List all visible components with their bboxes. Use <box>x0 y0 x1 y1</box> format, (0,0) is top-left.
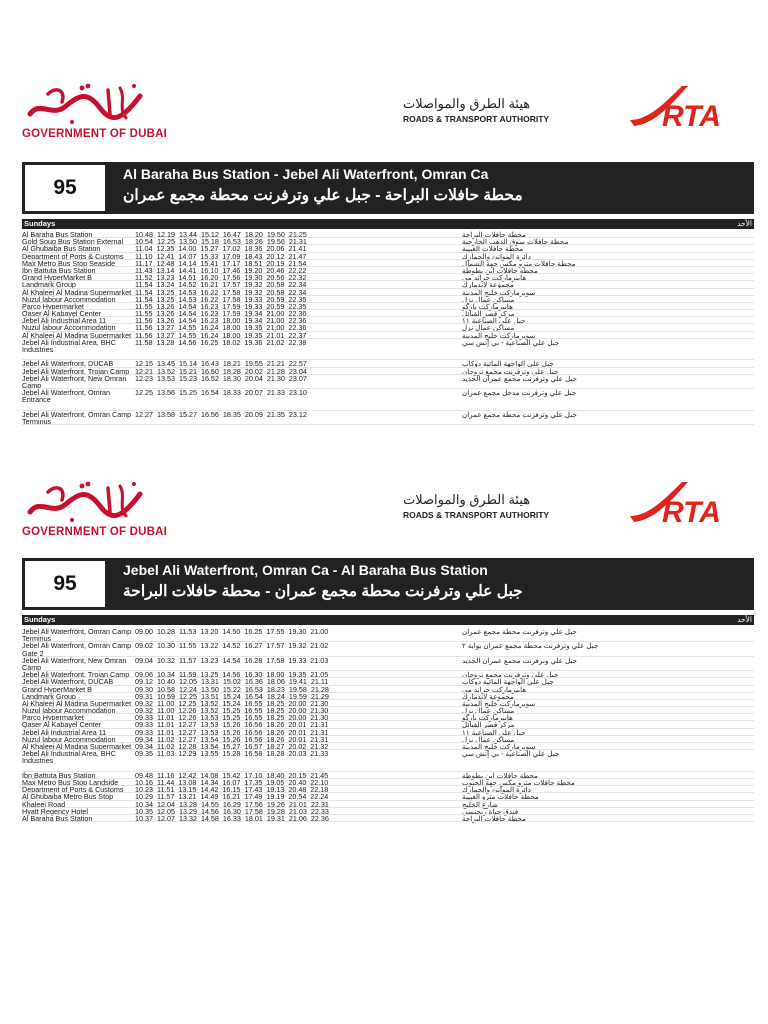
departure-times: 11.56 13.27 14.55 16.24 18.00 19.35 21.01 22.37 <box>135 330 307 340</box>
day-label-en: Sundays <box>24 219 56 228</box>
rta-logo <box>628 476 754 528</box>
table-row <box>22 686 754 693</box>
table-row <box>22 772 754 779</box>
dubai-calligraphy-icon <box>22 80 152 126</box>
stop-name: Al Khaleej Al Madina Supermarket <box>22 330 132 340</box>
stop-name: Nuzul labour Accommodation <box>22 294 116 304</box>
stop-name-arabic: جبل علي وترفرنت مدخل مجمع عمران <box>462 388 577 398</box>
departure-times: 09.31 10.59 12.25 13.51 15.24 16.54 18.24 19.59 21.29 <box>135 691 329 701</box>
stop-name-arabic: هايبرماركت باركو <box>462 301 513 311</box>
table-row <box>22 289 754 296</box>
departure-times: 09.00 10.28 11.53 13.20 14.50 16.25 17.55 19.30 21.00 <box>135 627 329 636</box>
departure-times: 12.25 13.56 15.25 16.54 18.33 20.07 21.33 23.10 <box>135 388 307 398</box>
day-bar <box>22 219 754 229</box>
stop-name: Jebel Ali Waterfront, New Omran Camp <box>22 655 127 672</box>
table-row <box>22 245 754 252</box>
departure-times: 11.54 13.25 14.53 16.22 17.58 19.33 20.59 22.35 <box>135 294 307 304</box>
stop-name: Qaser Al Kabayel Center <box>22 720 102 730</box>
stop-name: Grand HyperMarket B <box>22 684 92 694</box>
stop-name-arabic: مساكن عمال نزل <box>462 734 515 744</box>
stop-name: Khaleej Road <box>22 799 66 809</box>
table-row <box>22 815 754 822</box>
stop-name: Jebel Ali Industrial Area 11 <box>22 316 107 326</box>
stop-name: Gold Souq Bus Station External <box>22 237 124 247</box>
table-row <box>22 736 754 743</box>
stop-name: Jebel Ali Industrial Area, BHC Industries <box>22 749 116 766</box>
timetable-rows <box>22 231 754 425</box>
stop-name-arabic: سوبرماركت خليج المدينة <box>462 698 536 708</box>
stop-name-arabic: مجموعة لاندمارك <box>462 691 514 701</box>
departure-times: 11.17 12.48 14.14 15.41 17.17 18.51 20.19 21.54 <box>135 258 307 268</box>
stop-name: Jebel Ali Waterfront, New Omran Camp <box>22 373 127 390</box>
stop-name: Max Metro Bus Stop Seaside <box>22 258 116 268</box>
stop-name-arabic: دائرة الموانئ والجمارك <box>462 251 532 261</box>
stop-name: Ibn Battuta Bus Station <box>22 770 96 780</box>
stop-name: Hyatt Regency Hotel <box>22 806 88 816</box>
route-header <box>22 558 754 610</box>
stop-name-arabic: فندق حياة ريجنسي <box>462 806 519 816</box>
stop-name: Al Khaleej Al Madina Supermarket <box>22 742 132 752</box>
stop-name: Jebel Ali Waterfront, DUCAB <box>22 677 114 687</box>
departure-times: 09.12 10.40 12.05 13.31 15.02 16.36 18.06 19.41 21.11 <box>135 677 329 687</box>
departure-times: 12.27 13.58 15.27 16.56 18.35 20.09 21.35 23.12 <box>135 409 307 419</box>
stop-name: Jebel Ali Waterfront, Omran Camp Terminus <box>22 627 132 644</box>
row-divider <box>22 424 754 425</box>
stop-name-arabic: جبل علي وترفرنت محطة مجمع عمران <box>462 409 577 419</box>
route-title-ar: جبل علي وترفرنت محطة مجمع عمران - محطة حافلات البراحة <box>123 583 523 600</box>
stop-name-arabic: جبل علي الواجهة المائية دوكاب <box>462 677 554 687</box>
departure-times: 10.29 11.57 13.21 14.49 16.21 17.49 19.19 20.54 22.24 <box>135 792 329 802</box>
stop-name: Landmark Group <box>22 691 76 701</box>
table-row <box>22 317 754 324</box>
stop-name: Al Baraha Bus Station <box>22 230 93 239</box>
stop-name-arabic: سوبرماركت خليج المدينة <box>462 330 536 340</box>
table-row <box>22 267 754 274</box>
stop-name-arabic: جبل علي وترفرنت مجمع تروجان <box>462 366 559 376</box>
stop-name-arabic: محطة حافلات مترو مكس جهة الشمال <box>462 258 576 268</box>
day-label-ar: الأحد <box>737 615 752 624</box>
table-row <box>22 389 754 411</box>
stop-name-arabic: جبل علي الصناعية - بي إتش سي <box>462 337 560 347</box>
table-row <box>22 714 754 721</box>
stop-name: Jebel Ali Waterfront, Omran Camp Gate 2 <box>22 641 132 658</box>
government-of-dubai-logo <box>22 478 167 538</box>
departure-times: 12.23 13.53 15.23 16.52 18.30 20.04 21.30 23.07 <box>135 373 307 383</box>
stop-name-arabic: جبل علي الصناعية ١١ <box>462 316 526 326</box>
stop-name-arabic: جبل علي وترفرنت مجمع عمران الجديد <box>462 655 578 665</box>
stop-name-arabic: جبل علي وترفرنت محطة مجمع عمران <box>462 627 577 636</box>
table-row <box>22 332 754 339</box>
stop-name-arabic: جبل علي وترفرنت مجمع تروجان <box>462 670 559 680</box>
stop-name: Al Ghubaiba Bus Station <box>22 244 101 254</box>
departure-times: 11.10 12.41 14.07 15.33 17.09 18.43 20.12 21.47 <box>135 251 307 261</box>
table-row <box>22 721 754 728</box>
table-row <box>22 628 754 642</box>
table-row <box>22 375 754 389</box>
stop-name: Max Metro Bus Stop Landside <box>22 778 119 788</box>
dubai-calligraphy-icon <box>22 478 152 524</box>
stop-name-arabic: سوبرماركت خليج المدينة <box>462 287 536 297</box>
table-row <box>22 693 754 700</box>
stop-name: Qaser Al Kabayel Center <box>22 309 102 319</box>
departure-times: 11.52 13.23 14.51 16.20 17.56 19.30 20.56 22.32 <box>135 273 307 283</box>
stop-name-arabic: محطة حافلات البراحة <box>462 813 526 823</box>
stop-name-arabic: دائرة الموانئ والجمارك <box>462 785 532 795</box>
table-row <box>22 642 754 656</box>
stop-name-arabic: محطة حافلات مترو الغبيبة <box>462 792 539 802</box>
departure-times: 10.37 12.07 13.32 14.58 16.33 18.01 19.31 21.06 22.36 <box>135 813 329 823</box>
stop-name-arabic: شارع الخليج <box>462 799 498 809</box>
stop-name: Al Khaleej Al Madina Supermarket <box>22 287 132 297</box>
departure-times: 11.58 13.28 14.56 16.25 18.02 19.36 21.02 22.38 <box>135 337 307 347</box>
table-row <box>22 303 754 310</box>
table-row <box>22 743 754 750</box>
stop-name: Jebel Ali Industrial Area 11 <box>22 727 107 737</box>
route-number: 95 <box>25 165 105 211</box>
rta-logo-text: RTA <box>662 100 721 132</box>
departure-times: 12.15 13.45 15.14 16.43 18.21 19.55 21.21 22.57 <box>135 359 307 369</box>
departure-times: 11.43 13.14 14.41 16.10 17.46 19.20 20.46 22.22 <box>135 265 307 275</box>
stop-name-arabic: مساكن عمال نزل <box>462 294 515 304</box>
stop-name: Al Khaleej Al Madina Supermarket <box>22 698 132 708</box>
stop-name-arabic: مركز قصر القبائل <box>462 720 515 730</box>
departure-times: 11.55 13.26 14.54 16.23 17.59 19.34 21.00 22.36 <box>135 309 307 319</box>
table-row <box>22 238 754 245</box>
government-of-dubai-text: GOVERNMENT OF DUBAI <box>22 128 167 140</box>
stop-name-arabic: محطة حافلات سوق الذهب الخارجية <box>462 237 569 247</box>
stop-name: Jebel Ali Waterfront, Omran Entrance <box>22 388 111 405</box>
table-row <box>22 253 754 260</box>
stop-name-arabic: جبل علي الواجهة المائية دوكاب <box>462 359 554 369</box>
stop-name-arabic: محطة حافلات البراحة <box>462 230 526 239</box>
stop-name: Ibn Battuta Bus Station <box>22 265 96 275</box>
rta-english-name: ROADS & TRANSPORT AUTHORITY <box>403 114 550 124</box>
stop-name-arabic: محطة حافلات ابن بطوطة <box>462 265 539 275</box>
departure-times: 12.21 13.52 15.21 16.50 18.28 20.02 21.28 23.04 <box>135 366 307 376</box>
stop-name-arabic: جبل علي وترفرنت مجمع عمران الجديد <box>462 373 578 383</box>
departure-times: 09.33 11.01 12.26 13.53 15.25 16.55 18.25 20.00 21.30 <box>135 713 329 723</box>
stop-name-arabic: محطة حافلات ابن بطوطة <box>462 770 539 780</box>
table-row <box>22 339 754 361</box>
stop-name: Department of Ports & Customs <box>22 785 124 795</box>
stop-name-arabic: مركز قصر القبائل <box>462 309 515 319</box>
stop-name: Landmark Group <box>22 280 76 290</box>
rta-english-name: ROADS & TRANSPORT AUTHORITY <box>403 510 550 520</box>
stop-name-arabic: هايبرماركت جراند مي <box>462 684 527 694</box>
stop-name: Jebel Ali Waterfront, DUCAB <box>22 359 114 369</box>
departure-times: 09.30 10.58 12.24 13.50 15.22 16.53 18.23 19.58 21.28 <box>135 684 329 694</box>
rta-logo <box>628 80 754 132</box>
stop-name-arabic: جبل علي الصناعية - بي إتش سي <box>462 749 560 759</box>
stop-name-arabic: محطة حافلات مترو مكس جهة الجنوب <box>462 778 575 788</box>
table-row <box>22 678 754 685</box>
stop-name: Nuzul labour Accommodation <box>22 734 116 744</box>
stop-name-arabic: سوبرماركت خليج المدينة <box>462 742 536 752</box>
stop-name: Parco Hypermarket <box>22 713 84 723</box>
departure-times: 10.35 12.05 13.29 14.56 16.30 17.58 19.28 21.03 22.33 <box>135 806 329 816</box>
table-row <box>22 779 754 786</box>
departure-times: 10.23 11.51 13.15 14.42 16.15 17.43 19.13 20.48 22.18 <box>135 785 329 795</box>
day-label-en: Sundays <box>24 615 56 624</box>
day-bar <box>22 615 754 625</box>
table-row <box>22 729 754 736</box>
rta-arabic-name: هيئة الطرق والمواصلات <box>403 96 531 111</box>
table-row <box>22 368 754 375</box>
table-row <box>22 750 754 772</box>
table-row <box>22 360 754 367</box>
stop-name-arabic: جبل علي وترفرنت محطة مجمع عمران بوابة ٢ <box>462 641 599 651</box>
table-row <box>22 310 754 317</box>
stop-name-arabic: جبل علي الصناعية ١١ <box>462 727 526 737</box>
table-row <box>22 786 754 793</box>
departure-times: 09.34 11.02 12.28 13.54 15.27 16.57 18.27 20.02 21.32 <box>135 742 329 752</box>
departure-times: 11.56 13.27 14.55 16.24 18.00 19.35 21.00 22.36 <box>135 323 307 333</box>
timetable-rows <box>22 628 754 822</box>
stop-name-arabic: محطة حافلات الغبيبة <box>462 244 524 254</box>
route-number: 95 <box>25 561 105 607</box>
departure-times: 10.48 12.19 13.44 15.12 16.47 18.20 19.50 21.25 <box>135 230 307 239</box>
departure-times: 10.16 11.44 13.08 14.34 16.07 17.35 19.05 20.40 22.10 <box>135 778 329 788</box>
departure-times: 09.32 11.00 12.26 13.52 15.25 16.55 18.25 20.00 21.30 <box>135 706 329 716</box>
table-row <box>22 296 754 303</box>
rta-logo-text: RTA <box>662 496 721 528</box>
stop-name-arabic: هايبرماركت باركو <box>462 713 513 723</box>
departure-times: 11.54 13.25 14.53 16.22 17.58 19.32 20.58 22.34 <box>135 287 307 297</box>
stop-name-arabic: هايبرماركت جراند مي <box>462 273 527 283</box>
table-row <box>22 324 754 331</box>
table-row <box>22 231 754 238</box>
table-row <box>22 700 754 707</box>
table-row <box>22 411 754 425</box>
departure-times: 11.56 13.26 14.54 16.23 18.00 19.34 21.00 22.36 <box>135 316 307 326</box>
departure-times: 11.04 12.35 14.00 15.27 17.02 18.36 20.06 21.41 <box>135 244 307 254</box>
table-row <box>22 801 754 808</box>
table-row <box>22 671 754 678</box>
row-divider <box>22 821 754 822</box>
route-title-ar: محطة حافلات البراحة - جبل علي وترفرنت محطة مجمع عمران <box>123 187 523 204</box>
departure-times: 11.54 13.24 14.52 16.21 17.57 19.32 20.58 22.34 <box>135 280 307 290</box>
departure-times: 09.35 11.03 12.29 13.55 15.28 16.58 18.28 20.03 21.33 <box>135 749 329 759</box>
stop-name: Nuzul labour Accommodation <box>22 323 116 333</box>
stop-name: Jebel Ali Waterfront, Trojan Camp <box>22 366 130 376</box>
table-row <box>22 793 754 800</box>
government-of-dubai-text: GOVERNMENT OF DUBAI <box>22 526 167 538</box>
table-row <box>22 707 754 714</box>
stop-name: Nuzul labour Accommodation <box>22 706 116 716</box>
table-row <box>22 808 754 815</box>
departure-times: 09.34 11.02 12.27 13.54 15.26 16.56 18.26 20.01 21.31 <box>135 734 329 744</box>
stop-name-arabic: مساكن عمال نزل <box>462 323 515 333</box>
departure-times: 10.54 12.25 13.50 15.18 16.53 18.26 19.56 21.31 <box>135 237 307 247</box>
departure-times: 09.04 10.32 11.57 13.23 14.54 16.28 17.58 19.33 21.03 <box>135 655 329 665</box>
route-header <box>22 162 754 214</box>
departure-times: 09.33 11.01 12.27 13.53 15.26 16.56 18.26 20.01 21.31 <box>135 720 329 730</box>
table-row <box>22 274 754 281</box>
departure-times: 11.55 13.26 14.54 16.23 17.59 19.33 20.59 22.35 <box>135 301 307 311</box>
rta-arabic-name: هيئة الطرق والمواصلات <box>403 492 531 507</box>
stop-name: Parco Hypermarket <box>22 301 84 311</box>
stop-name: Jebel Ali Waterfront, Trojan Camp <box>22 670 130 680</box>
table-row <box>22 260 754 267</box>
day-label-ar: الأحد <box>737 219 752 228</box>
table-row <box>22 281 754 288</box>
route-title-en: Jebel Ali Waterfront, Omran Ca - Al Baraha Bus Station <box>123 562 488 578</box>
departure-times: 09.33 11.01 12.27 13.53 15.26 16.56 18.26 20.01 21.31 <box>135 727 329 737</box>
departure-times: 09.48 11.16 12.42 14.08 15.42 17.10 18.40 20.15 21.45 <box>135 770 329 780</box>
departure-times: 09.32 11.00 12.25 13.52 15.24 16.55 18.25 20.00 21.30 <box>135 698 329 708</box>
stop-name: Grand HyperMarket B <box>22 273 92 283</box>
stop-name-arabic: مجموعة لاندمارك <box>462 280 514 290</box>
departure-times: 09.06 10.34 11.59 13.25 14.56 16.30 18.00 19.35 21.05 <box>135 670 329 680</box>
stop-name: Jebel Ali Industrial Area, BHC Industries <box>22 337 116 355</box>
route-title-en: Al Baraha Bus Station - Jebel Ali Waterfront, Omran Ca <box>123 166 489 182</box>
departure-times: 09.02 10.30 11.55 13.22 14.52 16.27 17.57 19.32 21.02 <box>135 641 329 651</box>
stop-name: Jebel Ali Waterfront, Omran Camp Terminus <box>22 409 132 426</box>
stop-name: Al Baraha Bus Station <box>22 813 93 823</box>
table-row <box>22 657 754 671</box>
stop-name: Department of Ports & Customs <box>22 251 124 261</box>
stop-name: Al Ghubaiba Metro Bus Stop <box>22 792 114 802</box>
stop-name-arabic: مساكن عمال نزل <box>462 706 515 716</box>
departure-times: 10.34 12.04 13.28 14.55 16.29 17.56 19.26 21.01 22.31 <box>135 799 329 809</box>
government-of-dubai-logo <box>22 80 167 140</box>
